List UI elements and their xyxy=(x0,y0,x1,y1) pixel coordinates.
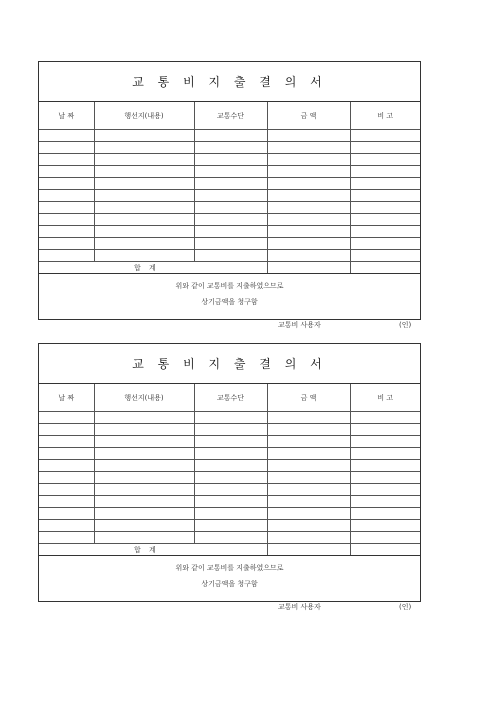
date-cell[interactable] xyxy=(39,532,94,544)
table-row xyxy=(39,436,420,448)
amount-cell[interactable] xyxy=(267,190,350,202)
date-cell[interactable] xyxy=(39,226,94,238)
amount-cell[interactable] xyxy=(267,412,350,424)
date-cell[interactable] xyxy=(39,496,94,508)
table-row xyxy=(39,178,420,190)
transport-cell[interactable] xyxy=(194,250,267,262)
remarks-cell[interactable] xyxy=(350,178,420,190)
table-row xyxy=(39,142,420,154)
table-row xyxy=(39,154,420,166)
date-cell[interactable] xyxy=(39,520,94,532)
form-title: 교 통 비 지 출 결 의 서 xyxy=(39,62,420,102)
remarks-cell[interactable] xyxy=(350,472,420,484)
table-row xyxy=(39,484,420,496)
amount-cell[interactable] xyxy=(267,178,350,190)
date-cell[interactable] xyxy=(39,484,94,496)
stamp-label: (인) xyxy=(399,603,412,611)
table-header-row xyxy=(39,384,420,412)
amount-cell[interactable] xyxy=(267,238,350,250)
remarks-cell[interactable] xyxy=(350,436,420,448)
transport-cell[interactable] xyxy=(194,166,267,178)
remarks-cell[interactable] xyxy=(350,532,420,544)
date-cell[interactable] xyxy=(39,142,94,154)
table-row xyxy=(39,250,420,262)
signer-label: 교통비 사용자 xyxy=(278,321,321,329)
expense-table xyxy=(39,384,420,555)
header-amount: 금 액 xyxy=(267,384,350,412)
transport-cell[interactable] xyxy=(194,496,267,508)
remarks-cell[interactable] xyxy=(350,460,420,472)
total-row xyxy=(39,262,420,274)
table-row xyxy=(39,496,420,508)
destination-cell[interactable] xyxy=(94,178,194,190)
transport-cell[interactable] xyxy=(194,130,267,142)
table-row xyxy=(39,190,420,202)
destination-cell[interactable] xyxy=(94,142,194,154)
amount-cell[interactable] xyxy=(267,448,350,460)
date-cell[interactable] xyxy=(39,202,94,214)
remarks-cell[interactable] xyxy=(350,154,420,166)
transport-cell[interactable] xyxy=(194,460,267,472)
table-row xyxy=(39,448,420,460)
amount-cell[interactable] xyxy=(267,130,350,142)
transport-cell[interactable] xyxy=(194,142,267,154)
transport-cell[interactable] xyxy=(194,178,267,190)
table-row xyxy=(39,472,420,484)
header-remarks: 비 고 xyxy=(350,384,420,412)
destination-cell[interactable] xyxy=(94,460,194,472)
statement-line-2: 상기금액을 청구함 xyxy=(201,298,258,306)
header-destination: 행선지(내용) xyxy=(94,102,194,130)
statement-line-1: 위와 같이 교통비를 지출하였으므로 xyxy=(175,282,284,290)
form-footer xyxy=(39,555,420,618)
table-row xyxy=(39,238,420,250)
date-cell[interactable] xyxy=(39,238,94,250)
table-row xyxy=(39,520,420,532)
date-cell[interactable] xyxy=(39,448,94,460)
date-cell[interactable] xyxy=(39,460,94,472)
table-row xyxy=(39,202,420,214)
date-cell[interactable] xyxy=(39,166,94,178)
amount-cell[interactable] xyxy=(267,250,350,262)
transport-cell[interactable] xyxy=(194,448,267,460)
destination-cell[interactable] xyxy=(94,226,194,238)
amount-cell[interactable] xyxy=(267,154,350,166)
total-label: 합 계 xyxy=(39,544,267,556)
amount-cell[interactable] xyxy=(267,496,350,508)
table-row xyxy=(39,214,420,226)
remarks-cell[interactable] xyxy=(350,226,420,238)
destination-cell[interactable] xyxy=(94,238,194,250)
destination-cell[interactable] xyxy=(94,520,194,532)
header-remarks: 비 고 xyxy=(350,102,420,130)
date-cell[interactable] xyxy=(39,154,94,166)
expense-form-1 xyxy=(38,61,421,329)
remarks-cell[interactable] xyxy=(350,142,420,154)
transport-cell[interactable] xyxy=(194,484,267,496)
amount-cell[interactable] xyxy=(267,424,350,436)
header-transport: 교통수단 xyxy=(194,384,267,412)
statement-line-1: 위와 같이 교통비를 지출하였으므로 xyxy=(175,564,284,572)
transport-cell[interactable] xyxy=(194,190,267,202)
destination-cell[interactable] xyxy=(94,412,194,424)
date-cell[interactable] xyxy=(39,178,94,190)
date-cell[interactable] xyxy=(39,214,94,226)
header-date: 날 짜 xyxy=(39,384,94,412)
amount-cell[interactable] xyxy=(267,214,350,226)
form-footer xyxy=(39,273,420,336)
destination-cell[interactable] xyxy=(94,202,194,214)
transport-cell[interactable] xyxy=(194,508,267,520)
remarks-cell[interactable] xyxy=(350,250,420,262)
destination-cell[interactable] xyxy=(94,448,194,460)
transport-cell[interactable] xyxy=(194,214,267,226)
header-destination: 행선지(내용) xyxy=(94,384,194,412)
date-cell[interactable] xyxy=(39,436,94,448)
transport-cell[interactable] xyxy=(194,412,267,424)
amount-cell[interactable] xyxy=(267,472,350,484)
amount-cell[interactable] xyxy=(267,520,350,532)
remarks-cell[interactable] xyxy=(350,166,420,178)
destination-cell[interactable] xyxy=(94,190,194,202)
transport-cell[interactable] xyxy=(194,472,267,484)
table-header-row xyxy=(39,102,420,130)
header-date: 날 짜 xyxy=(39,102,94,130)
date-cell[interactable] xyxy=(39,130,94,142)
destination-cell[interactable] xyxy=(94,508,194,520)
date-cell[interactable] xyxy=(39,250,94,262)
table-row xyxy=(39,226,420,238)
table-row xyxy=(39,166,420,178)
total-row xyxy=(39,544,420,556)
amount-cell[interactable] xyxy=(267,484,350,496)
statement-line-2: 상기금액을 청구함 xyxy=(201,580,258,588)
date-cell[interactable] xyxy=(39,412,94,424)
destination-cell[interactable] xyxy=(94,250,194,262)
destination-cell[interactable] xyxy=(94,496,194,508)
table-row xyxy=(39,532,420,544)
amount-cell[interactable] xyxy=(267,142,350,154)
amount-cell[interactable] xyxy=(267,226,350,238)
expense-table xyxy=(39,102,420,273)
total-remarks-cell[interactable] xyxy=(350,262,420,274)
table-row xyxy=(39,424,420,436)
transport-cell[interactable] xyxy=(194,520,267,532)
table-row xyxy=(39,412,420,424)
transport-cell[interactable] xyxy=(194,202,267,214)
destination-cell[interactable] xyxy=(94,532,194,544)
amount-cell[interactable] xyxy=(267,532,350,544)
stamp-label: (인) xyxy=(399,321,412,329)
expense-form-2 xyxy=(38,343,421,611)
destination-cell[interactable] xyxy=(94,472,194,484)
destination-cell[interactable] xyxy=(94,424,194,436)
destination-cell[interactable] xyxy=(94,214,194,226)
destination-cell[interactable] xyxy=(94,154,194,166)
amount-cell[interactable] xyxy=(267,436,350,448)
remarks-cell[interactable] xyxy=(350,214,420,226)
header-transport: 교통수단 xyxy=(194,102,267,130)
date-cell[interactable] xyxy=(39,190,94,202)
remarks-cell[interactable] xyxy=(350,484,420,496)
remarks-cell[interactable] xyxy=(350,508,420,520)
remarks-cell[interactable] xyxy=(350,238,420,250)
destination-cell[interactable] xyxy=(94,130,194,142)
transport-cell[interactable] xyxy=(194,424,267,436)
table-row xyxy=(39,460,420,472)
header-amount: 금 액 xyxy=(267,102,350,130)
total-label: 합 계 xyxy=(39,262,267,274)
date-cell[interactable] xyxy=(39,472,94,484)
table-row xyxy=(39,508,420,520)
transport-cell[interactable] xyxy=(194,226,267,238)
amount-cell[interactable] xyxy=(267,202,350,214)
form-title: 교 통 비 지 출 결 의 서 xyxy=(39,344,420,384)
total-remarks-cell[interactable] xyxy=(350,544,420,556)
remarks-cell[interactable] xyxy=(350,190,420,202)
remarks-cell[interactable] xyxy=(350,412,420,424)
date-cell[interactable] xyxy=(39,424,94,436)
date-cell[interactable] xyxy=(39,508,94,520)
destination-cell[interactable] xyxy=(94,166,194,178)
amount-cell[interactable] xyxy=(267,508,350,520)
amount-cell[interactable] xyxy=(267,460,350,472)
signer-label: 교통비 사용자 xyxy=(278,603,321,611)
total-amount-cell[interactable] xyxy=(267,262,350,274)
total-amount-cell[interactable] xyxy=(267,544,350,556)
remarks-cell[interactable] xyxy=(350,448,420,460)
destination-cell[interactable] xyxy=(94,484,194,496)
transport-cell[interactable] xyxy=(194,154,267,166)
transport-cell[interactable] xyxy=(194,532,267,544)
remarks-cell[interactable] xyxy=(350,520,420,532)
remarks-cell[interactable] xyxy=(350,424,420,436)
remarks-cell[interactable] xyxy=(350,496,420,508)
transport-cell[interactable] xyxy=(194,436,267,448)
table-row xyxy=(39,130,420,142)
amount-cell[interactable] xyxy=(267,166,350,178)
destination-cell[interactable] xyxy=(94,436,194,448)
remarks-cell[interactable] xyxy=(350,130,420,142)
remarks-cell[interactable] xyxy=(350,202,420,214)
transport-cell[interactable] xyxy=(194,238,267,250)
